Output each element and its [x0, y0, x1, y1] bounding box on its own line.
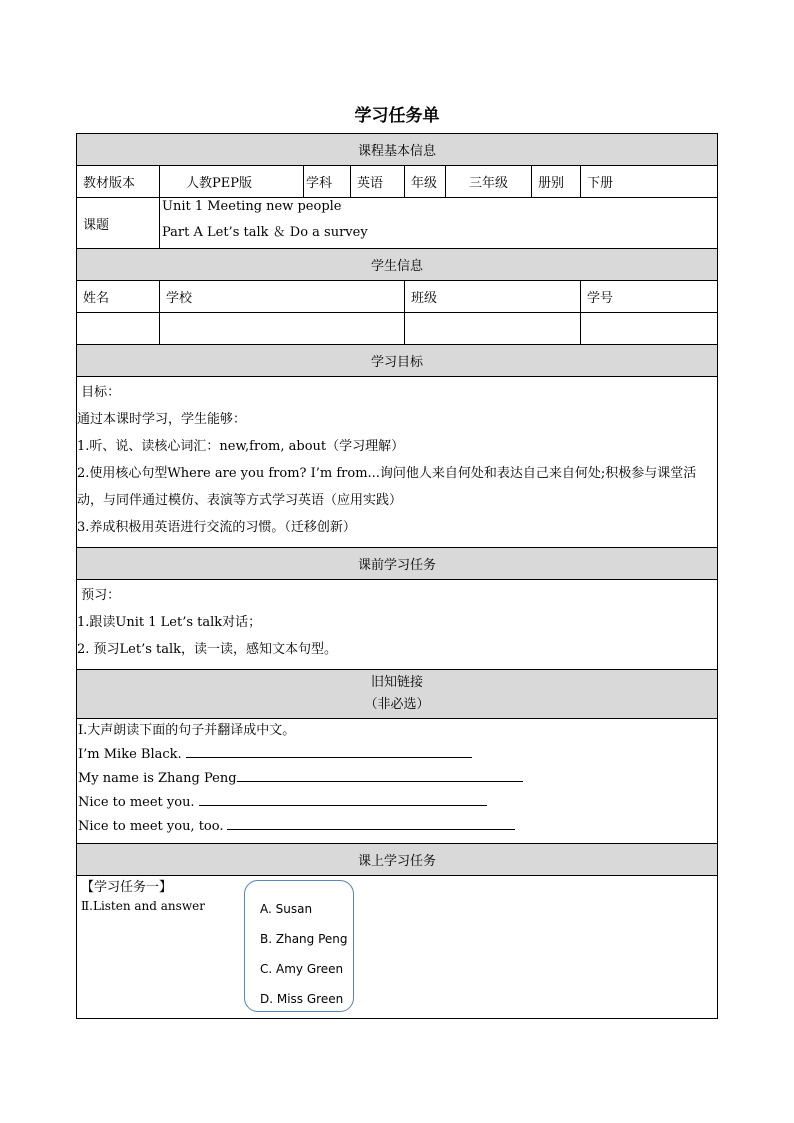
review-sentence-3	[78, 791, 717, 815]
section-goals: 学习目标	[77, 345, 718, 377]
translation-blank[interactable]	[237, 767, 523, 782]
section-pre-class: 课前学习任务	[77, 548, 718, 580]
option-a[interactable]: A. Susan	[260, 902, 313, 916]
goals-heading: 目标：	[77, 385, 121, 400]
translation-blank[interactable]	[186, 743, 472, 758]
volume-label: 册别	[532, 166, 581, 198]
goals-item-3: 3.养成积极用英语进行交流的习惯。（迁移创新）	[77, 520, 356, 535]
review-instruction: I.大声朗读下面的句子并翻译成中文。	[78, 723, 296, 738]
school-label: 学校	[160, 281, 405, 313]
review-sentence-2	[78, 767, 717, 791]
task1-instruction: Ⅱ.Listen and answer	[81, 899, 205, 913]
student-id-label: 学号	[581, 281, 718, 313]
school-field[interactable]	[160, 313, 405, 345]
topic-line-1: Unit 1 Meeting new people	[162, 199, 342, 214]
grade-label: 年级	[405, 166, 446, 198]
option-d[interactable]: D. Miss Green	[260, 992, 344, 1006]
review-title: 旧知链接	[371, 675, 424, 690]
subject-label: 学科	[304, 166, 351, 198]
task1-label: 【学习任务一】	[81, 880, 173, 895]
translation-blank[interactable]	[199, 791, 487, 806]
goals-content	[77, 377, 718, 548]
review-sentence-1	[78, 743, 717, 767]
preview-heading: 预习：	[77, 588, 121, 603]
option-c[interactable]: C. Amy Green	[260, 962, 344, 976]
name-field[interactable]	[77, 313, 160, 345]
section-review	[77, 670, 718, 719]
name-label: 姓名	[77, 281, 160, 313]
grade-value: 三年级	[446, 166, 532, 198]
volume-value: 下册	[581, 166, 718, 198]
review-sentence-text: I’m Mike Black.	[78, 747, 182, 762]
section-course-info: 课程基本信息	[77, 134, 718, 166]
review-optional-note: （非必选）	[364, 697, 430, 712]
class-label: 班级	[405, 281, 581, 313]
goals-item-1: 1.听、说、读核心词汇：new,from, about（学习理解）	[77, 439, 405, 454]
goals-item-2: 2.使用核心句型Where are you from? I’m from...询问他人来自何处和表达自己来自何处;积极参与课堂活动，与同伴通过模仿、表演等方式学习英语（应用实践）	[77, 466, 697, 508]
section-in-class: 课上学习任务	[77, 844, 718, 876]
option-b[interactable]: B. Zhang Peng	[260, 932, 348, 946]
review-sentence-text: My name is Zhang Peng	[78, 771, 237, 786]
preview-item-2: 2. 预习Let’s talk，读一读，感知文本句型。	[77, 642, 338, 657]
subject-value: 英语	[351, 166, 405, 198]
page-title: 学习任务单	[354, 106, 440, 126]
preview-content	[77, 580, 718, 670]
student-id-field[interactable]	[581, 313, 718, 345]
edition-value: 人教PEP版	[160, 166, 304, 198]
review-sentence-4	[78, 815, 717, 839]
translation-blank[interactable]	[227, 815, 515, 830]
goals-intro: 通过本课时学习，学生能够：	[77, 412, 247, 427]
review-content	[77, 719, 718, 844]
edition-label: 教材版本	[77, 166, 160, 198]
task-sheet-table	[76, 133, 718, 1019]
topic-line-2: Part A Let’s talk ＆ Do a survey	[162, 225, 368, 240]
preview-item-1: 1.跟读Unit 1 Let’s talk对话；	[77, 615, 262, 630]
task1-content	[77, 876, 718, 1019]
review-sentence-text: Nice to meet you.	[78, 795, 195, 810]
review-sentence-text: Nice to meet you, too.	[78, 819, 224, 834]
answer-options-box	[244, 880, 354, 1012]
topic-label: 课题	[77, 198, 160, 249]
topic-value	[160, 198, 718, 249]
class-field[interactable]	[405, 313, 581, 345]
section-student-info: 学生信息	[77, 249, 718, 281]
